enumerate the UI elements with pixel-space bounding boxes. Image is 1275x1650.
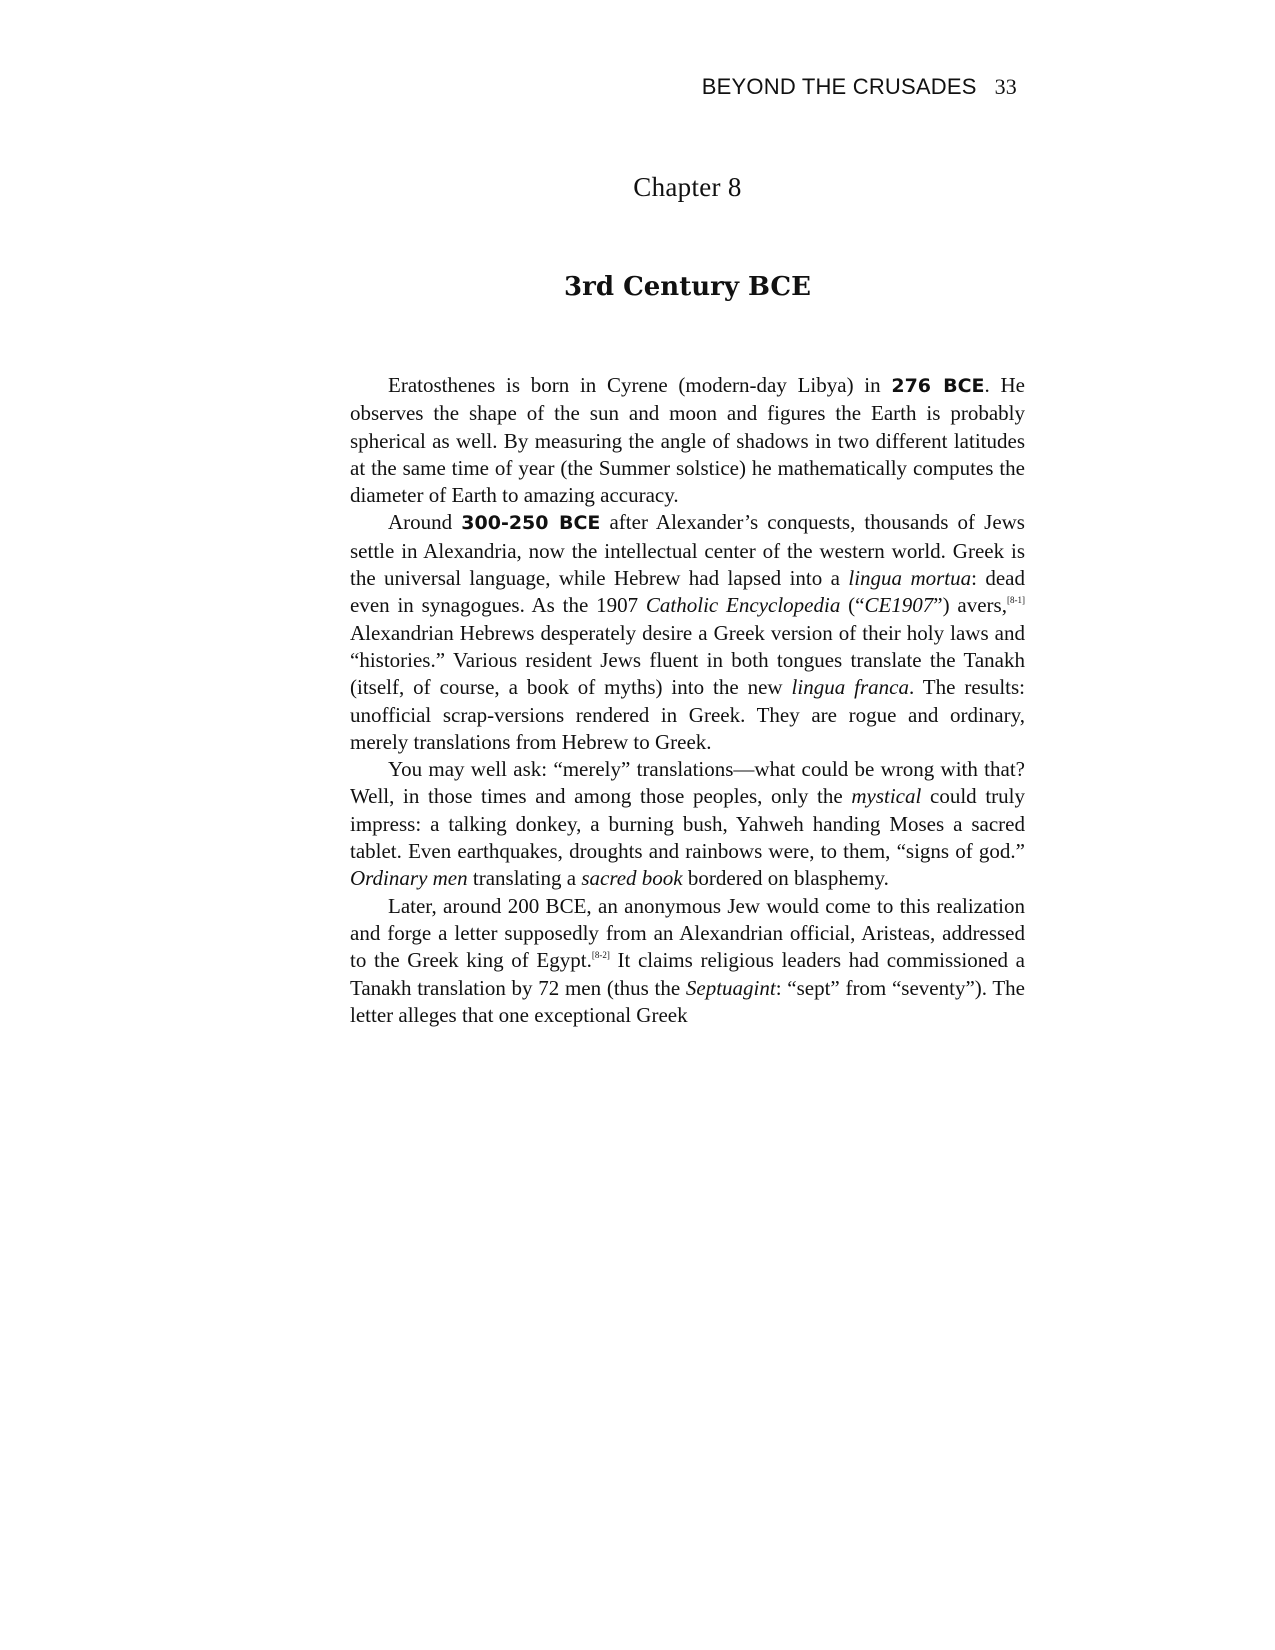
bold-date: 276 BCE bbox=[891, 375, 985, 397]
body-paragraph bbox=[350, 893, 1025, 1029]
italic-term: lingua mortua bbox=[848, 566, 972, 591]
running-title: BEYOND THE CRUSADES bbox=[701, 74, 977, 99]
chapter-title: 3rd Century BCE bbox=[564, 272, 811, 302]
text-run: bordered on blasphemy. bbox=[682, 866, 889, 891]
text-run: Alexandrian Hebrews desperately desire a Greek version of their holy laws and “histories.” Various resident Jews fluent in both tongues translate the Tanakh (itself, of course, a book of myths) into the new bbox=[350, 620, 1025, 700]
bold-date: 300-250 BCE bbox=[461, 512, 601, 535]
text-run: . The results: unofficial scrap-versions rendered in Greek. They are rogue and ordinary, merely translations from Hebrew to Greek. bbox=[350, 675, 1026, 754]
text-run: Eratosthenes is born in Cyrene (modern-day Libya) in bbox=[388, 373, 892, 397]
body-text bbox=[350, 372, 1025, 1029]
running-head bbox=[702, 74, 1017, 100]
italic-term: Septuagint bbox=[685, 975, 776, 1000]
footnote-marker: [8-1] bbox=[1006, 595, 1025, 606]
body-paragraph bbox=[350, 509, 1025, 756]
text-run: (“ bbox=[840, 593, 865, 618]
italic-term: Catholic Encyclopedia bbox=[645, 593, 841, 618]
body-paragraph bbox=[350, 756, 1025, 892]
text-run: Later, around 200 BCE, an anonymous Jew would come to this realization and forge a letter supposedly from an Alexandrian official, Aristeas, addressed to the Greek king of Egypt. bbox=[350, 893, 1025, 973]
chapter-label: Chapter 8 bbox=[633, 172, 742, 202]
text-run: You may well ask: “merely” translations—what could be wrong with that? Well, in those times and among those peoples, only the bbox=[350, 757, 1025, 809]
footnote-marker: [8-2] bbox=[591, 950, 610, 961]
text-run: It claims religious leaders had commissioned a Tanakh translation by 72 men (thus the bbox=[350, 948, 1025, 1000]
italic-term: mystical bbox=[851, 784, 922, 809]
italic-term: sacred book bbox=[581, 866, 683, 891]
text-run: : “sept” from “seventy”). The letter alleges that one exceptional Greek bbox=[350, 975, 1025, 1027]
text-run: . He observes the shape of the sun and moon and figures the Earth is probably spherical as well. By measuring the angle of shadows in two different latitudes at the same time of year (the Summer solstice) he mathematically computes the diameter of Earth to amazing accuracy. bbox=[350, 373, 1025, 508]
italic-term: CE1907 bbox=[864, 593, 934, 618]
text-run: ”) avers, bbox=[933, 593, 1007, 618]
italic-term: Ordinary men bbox=[350, 866, 468, 891]
italic-term: lingua franca bbox=[791, 675, 909, 700]
text-run: Around bbox=[388, 510, 462, 535]
text-run: after Alexander’s conquests, thousands of Jews settle in Alexandria, now the intellectual center of the western world. Greek is the universal language, while Hebrew had lapsed into a bbox=[350, 510, 1025, 591]
text-run: could truly impress: a talking donkey, a burning bush, Yahweh handing Moses a sacred tablet. Even earthquakes, droughts and rainbows were, to them, “signs of god.” bbox=[350, 784, 1025, 864]
page-number: 33 bbox=[994, 74, 1017, 99]
text-run: : dead even in synagogues. As the 1907 bbox=[350, 566, 1026, 618]
body-paragraph bbox=[350, 372, 1025, 509]
text-run: translating a bbox=[467, 866, 582, 891]
